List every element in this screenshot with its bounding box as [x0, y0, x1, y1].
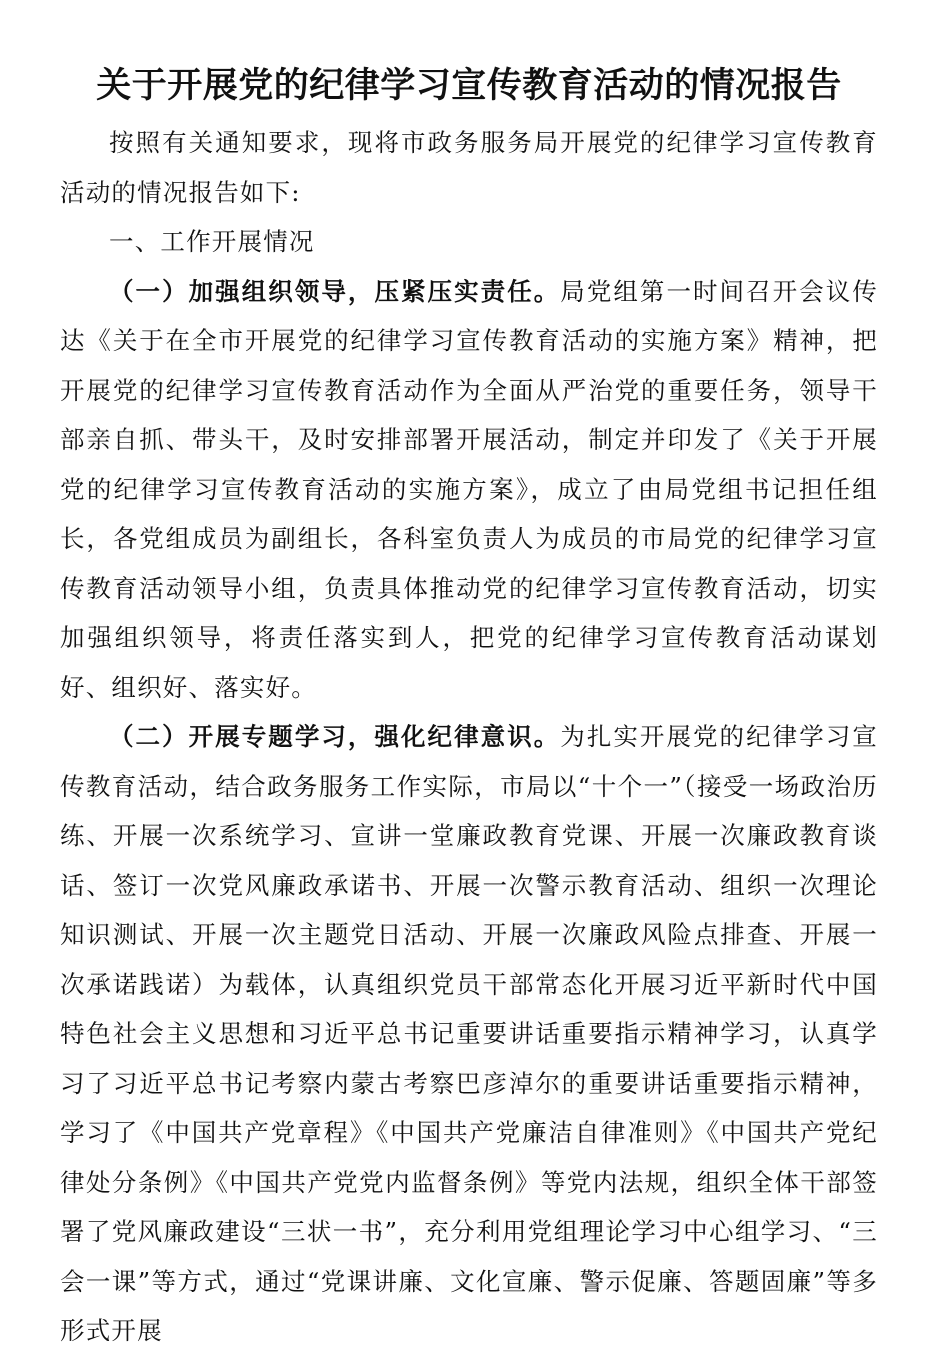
paragraph-1-lead: （一）加强组织领导，压紧压实责任。 [109, 276, 561, 306]
section-heading-1: 一、工作开展情况 [109, 227, 315, 256]
document-page [60, 58, 878, 1356]
paragraph-1 [60, 267, 878, 713]
paragraph-2 [60, 712, 878, 1356]
paragraph-2-body: 为扎实开展党的纪律学习宣传教育活动，结合政务服务工作实际，市局以“十个一”（接受一场政治历练、开展一次系统学习、宣讲一堂廉政教育党课、开展一次廉政教育谈话、签订一次党风廉政承诺书、开展一次警示教育活动、组织一次理论知识测试、开展一次主题党日活动、开展一次廉政风险点排查、开展一次承诺践诺）为载体，认真组织党员干部常态化开展习近平新时代中国特色社会主义思想和习近平总书记重要讲话重要指示精神学习，认真学习了习近平总书记考察内蒙古考察巴彦淖尔的重要讲话重要指示精神，学习了《中国共产党章程》《中国共产党廉洁自律准则》《中国共产党纪律处分条例》《中国共产党党内监督条例》等党内法规，组织全体干部签署了党风廉政建设“三状一书”，充分利用党组理论学习中心组学习、“三会一课”等方式，通过“党课讲廉、文化宣廉、警示促廉、答题固廉”等多形式开展 [60, 722, 878, 1345]
paragraph-1-body: 局党组第一时间召开会议传达《关于在全市开展党的纪律学习宣传教育活动的实施方案》精神，把开展党的纪律学习宣传教育活动作为全面从严治党的重要任务，领导干部亲自抓、带头干，及时安排部署开展活动，制定并印发了《关于开展党的纪律学习宣传教育活动的实施方案》，成立了由局党组书记担任组长，各党组成员为副组长，各科室负责人为成员的市局党的纪律学习宣传教育活动领导小组，负责具体推动党的纪律学习宣传教育活动，切实加强组织领导，将责任落实到人，把党的纪律学习宣传教育活动谋划好、组织好、落实好。 [60, 276, 878, 702]
intro-paragraph: 按照有关通知要求，现将市政务服务局开展党的纪律学习宣传教育活动的情况报告如下: [60, 128, 878, 207]
paragraph-2-lead: （二）开展专题学习，强化纪律意识。 [109, 722, 561, 751]
document-title: 关于开展党的纪律学习宣传教育活动的情况报告 [96, 66, 842, 106]
